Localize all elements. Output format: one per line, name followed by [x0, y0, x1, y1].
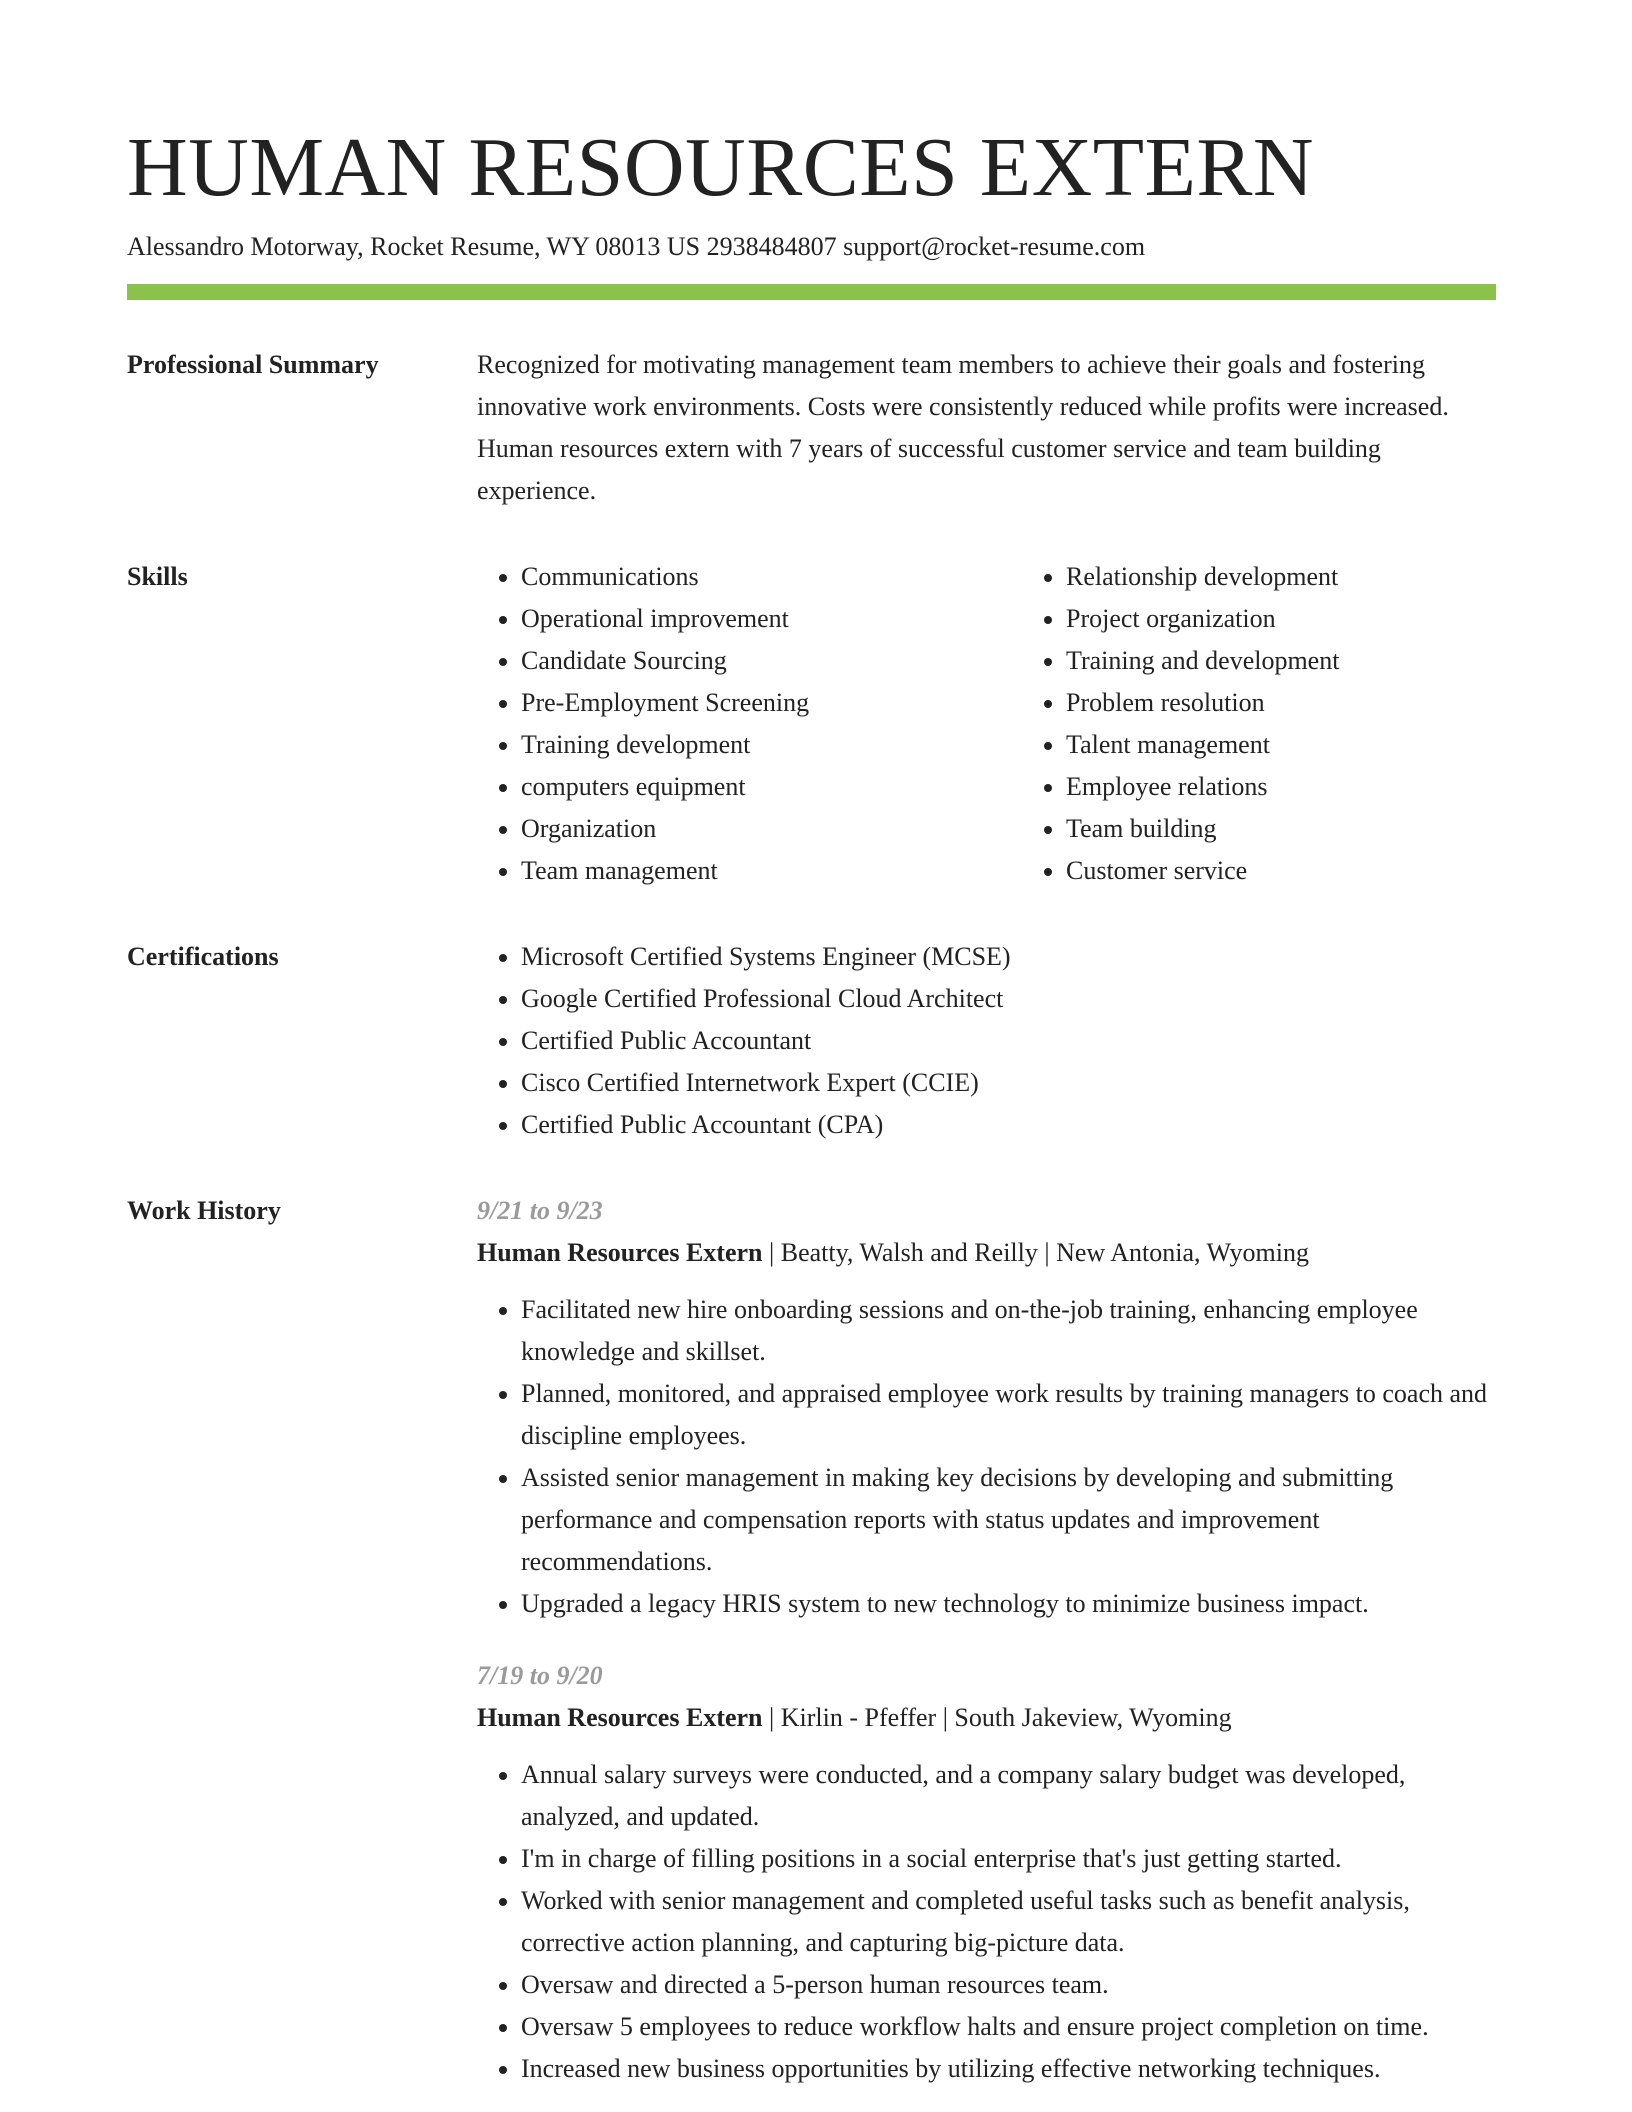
skills-heading: Skills [127, 562, 188, 591]
skills-section [127, 556, 1496, 892]
work-history-section [127, 1190, 1496, 2090]
certification-item: • Cisco Certified Internetwork Expert (CCIE) [521, 1062, 1496, 1104]
contact-line: Alessandro Motorway, Rocket Resume, WY 08013 US 2938484807 support@rocket-resume.com [127, 232, 1146, 261]
job-bullet: • Planned, monitored, and appraised employee work results by training managers to coach and discipline employees. [521, 1373, 1496, 1457]
job-bullets [477, 1289, 1496, 1625]
skills-list-right [1022, 556, 1567, 892]
job-bullets [477, 1754, 1496, 2090]
work-history-heading: Work History [127, 1196, 281, 1225]
job-bullet: • Worked with senior management and completed useful tasks such as benefit analysis, corrective action planning, and capturing big-picture data. [521, 1880, 1496, 1964]
summary-heading: Professional Summary [127, 350, 379, 379]
skill-item: • Operational improvement [521, 598, 1022, 640]
job-header [477, 1697, 1496, 1739]
skill-item: • Relationship development [1066, 556, 1567, 598]
skill-item: • Problem resolution [1066, 682, 1567, 724]
certifications-list [477, 936, 1496, 1146]
header-divider [127, 284, 1496, 300]
job-bullet: • Facilitated new hire onboarding sessions and on-the-job training, enhancing employee knowledge and skillset. [521, 1289, 1496, 1373]
job-title: Human Resources Extern [477, 1703, 763, 1732]
skill-item: • computers equipment [521, 766, 1022, 808]
job-details: | Beatty, Walsh and Reilly | New Antonia, Wyoming [762, 1238, 1309, 1267]
job-bullet: • Increased new business opportunities by utilizing effective networking techniques. [521, 2048, 1496, 2090]
skill-item: • Team management [521, 850, 1022, 892]
job-bullet: • Assisted senior management in making key decisions by developing and submitting performance and compensation reports with status updates and improvement recommendations. [521, 1457, 1496, 1583]
skill-item: • Talent management [1066, 724, 1567, 766]
skill-item: • Employee relations [1066, 766, 1567, 808]
skill-item: • Organization [521, 808, 1022, 850]
certifications-heading: Certifications [127, 942, 279, 971]
skill-item: • Training and development [1066, 640, 1567, 682]
skill-item: • Training development [521, 724, 1022, 766]
certification-item: • Google Certified Professional Cloud Architect [521, 978, 1496, 1020]
job-details: | Kirlin - Pfeffer | South Jakeview, Wyoming [762, 1703, 1232, 1732]
work-history-body [477, 1190, 1496, 2090]
job-header [477, 1232, 1496, 1274]
certifications-body [477, 936, 1496, 1146]
summary-section [127, 344, 1496, 512]
skill-item: • Candidate Sourcing [521, 640, 1022, 682]
skills-list-left [477, 556, 1022, 892]
job-bullet: • Oversaw and directed a 5-person human resources team. [521, 1964, 1496, 2006]
skills-grid [477, 556, 1567, 892]
certifications-section [127, 936, 1496, 1146]
resume-page [127, 118, 1496, 2090]
summary-text: Recognized for motivating management team members to achieve their goals and fostering innovative work environments. Costs were consistently reduced while profits were increased. Human resources extern with 7 years of successful customer service and team building experience. [477, 350, 1449, 505]
certification-item: • Certified Public Accountant [521, 1020, 1496, 1062]
job-title: Human Resources Extern [477, 1238, 763, 1267]
skill-item: • Pre-Employment Screening [521, 682, 1022, 724]
skill-item: • Team building [1066, 808, 1567, 850]
job-dates: 9/21 to 9/23 [477, 1196, 603, 1225]
job-bullet: • Annual salary surveys were conducted, and a company salary budget was developed, analyzed, and updated. [521, 1754, 1496, 1838]
skill-item: • Project organization [1066, 598, 1567, 640]
resume-title: HUMAN RESOURCES EXTERN [127, 121, 1315, 214]
skill-item: • Customer service [1066, 850, 1567, 892]
job-entry [477, 1190, 1496, 1625]
certification-item: • Certified Public Accountant (CPA) [521, 1104, 1496, 1146]
skill-item: • Communications [521, 556, 1022, 598]
job-bullet: • Upgraded a legacy HRIS system to new technology to minimize business impact. [521, 1583, 1496, 1625]
certification-item: • Microsoft Certified Systems Engineer (MCSE) [521, 936, 1496, 978]
job-bullet: • Oversaw 5 employees to reduce workflow halts and ensure project completion on time. [521, 2006, 1496, 2048]
job-entry [477, 1655, 1496, 2090]
job-dates: 7/19 to 9/20 [477, 1661, 603, 1690]
job-bullet: • I'm in charge of filling positions in a social enterprise that's just getting started. [521, 1838, 1496, 1880]
